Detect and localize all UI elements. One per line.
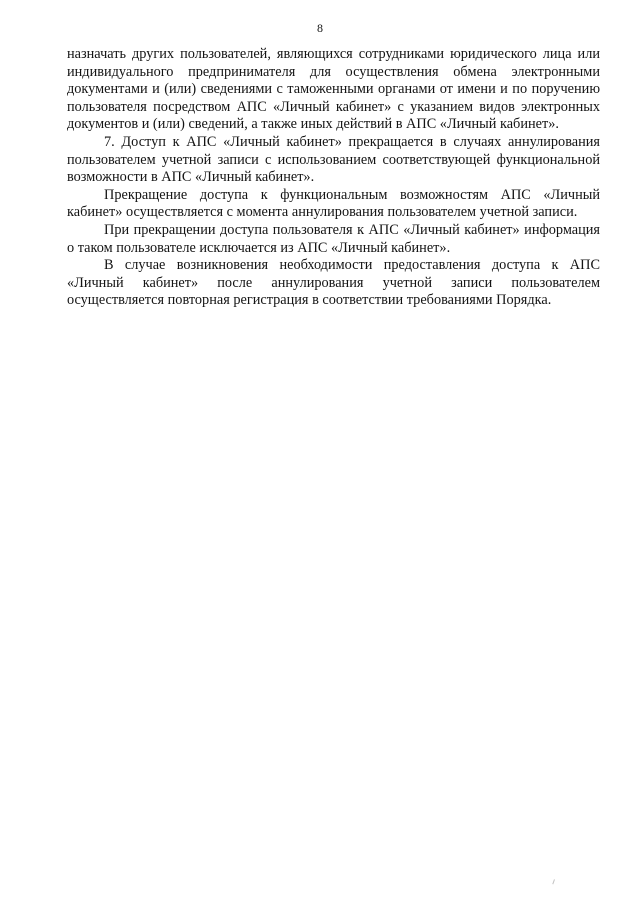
paragraph-clause-7: 7. Доступ к АПС «Личный кабинет» прекращается в случаях аннулирования пользователем учетной записи с использованием соответствующей функциональной возможности в АПС «Личный кабинет». [67, 133, 600, 186]
scan-artifact [552, 879, 558, 885]
paragraph-access-termination: Прекращение доступа к функциональным возможностям АПС «Личный кабинет» осуществляется с момента аннулирования пользователем учетной записи. [67, 186, 600, 221]
paragraph-re-registration: В случае возникновения необходимости предоставления доступа к АПС «Личный кабинет» после аннулирования учетной записи пользователем осуществляется повторная регистрация в соответствии требованиями Порядка. [67, 257, 600, 309]
document-body [67, 46, 600, 310]
paragraph-continuation: назначать других пользователей, являющихся сотрудниками юридического лица или индивидуального предпринимателя для осуществления обмена электронными документами и (или) сведениями с таможенными органами от имени и по поручению пользователя посредством АПС «Личный кабинет» с указанием видов электронных документов и (или) сведений, а также иных действий в АПС «Личный кабинет». [67, 46, 600, 133]
paragraph-user-exclusion: При прекращении доступа пользователя к АПС «Личный кабинет» информация о таком пользователе исключается из АПС «Личный кабинет». [67, 221, 600, 256]
page-number: 8 [317, 21, 323, 35]
